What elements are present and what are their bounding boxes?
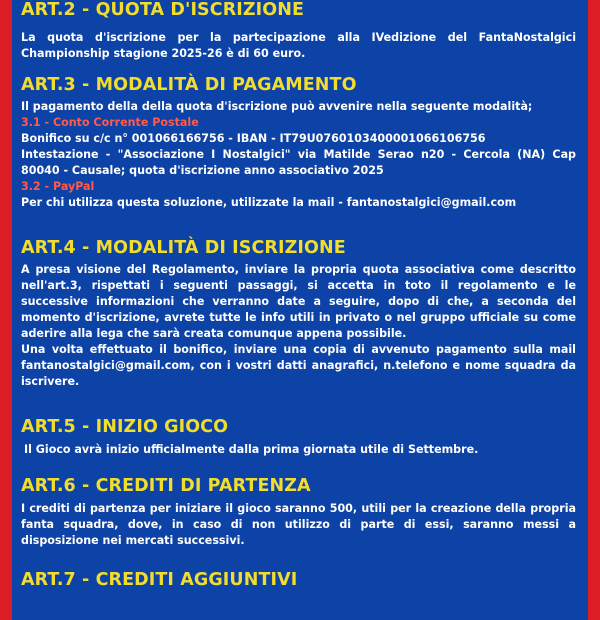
art4-para1: A presa visione del Regolamento, inviare la propria quota associativa come descritto nell'art.3, rispettati i seguenti passaggi, si accetta in toto il regolamento e le successive informazioni che verranno date a seguire, dopo di che, a seconda del momento d'iscrizione, avrete tutte le info utili in privato o nel gruppo ufficiale su come aderire alla lega che sarà creata comunque appena possibile. (21, 263, 576, 340)
art6-text: I crediti di partenza per iniziare il gioco saranno 500, utili per la creazione della propria fanta squadra, dove, in caso di non utilizzo di parte di essi, saranno messi a disposizione nei mercati successivi. (21, 502, 576, 547)
art3-option2-label: 3.2 - PayPal (21, 180, 95, 193)
art5-section (21, 415, 576, 458)
art5-text: Il Gioco avrà inizio ufficialmente dalla prima giornata utile di Settembre. (24, 443, 479, 456)
art2-section (21, 0, 576, 62)
regulation-panel (12, 0, 588, 620)
art6-section (21, 474, 576, 549)
art7-title: ART.7 - CREDITI AGGIUNTIVI (21, 570, 298, 590)
art3-option1-label: 3.1 - Conto Corrente Postale (21, 116, 199, 129)
art3-title: ART.3 - MODALITÀ DI PAGAMENTO (21, 75, 357, 95)
art3-option1-line1: Bonifico su c/c n° 001066166756 - IBAN - IT79U0760103400001066106756 (21, 132, 486, 145)
art3-option1-line2: Intestazione - "Associazione I Nostalgici" via Matilde Serao n20 - Cercola (NA) Cap 80040 - Causale; quota d'iscrizione anno associativo 2025 (21, 148, 576, 177)
art4-section (21, 236, 576, 390)
art2-text: La quota d'iscrizione per la partecipazione alla IVedizione del FantaNostalgici Championship stagione 2025-26 è di 60 euro. (21, 31, 576, 60)
art4-title: ART.4 - MODALITÀ DI ISCRIZIONE (21, 238, 346, 258)
art4-para2: Una volta effettuato il bonifico, inviare una copia di avvenuto pagamento sulla mail fantanostalgici@gmail.com, con i vostri datti anagrafici, n.telefono e nome squadra da iscrivere. (21, 343, 576, 388)
art5-title: ART.5 - INIZIO GIOCO (21, 417, 229, 437)
art3-section (21, 73, 576, 211)
art6-title: ART.6 - CREDITI DI PARTENZA (21, 476, 311, 496)
art7-section (21, 568, 576, 592)
art3-intro: Il pagamento della della quota d'iscrizione può avvenire nella seguente modalità; (21, 100, 533, 113)
art2-title: ART.2 - QUOTA D'ISCRIZIONE (21, 0, 305, 20)
art3-option2-text: Per chi utilizza questa soluzione, utilizzate la mail - fantanostalgici@gmail.com (21, 196, 517, 209)
